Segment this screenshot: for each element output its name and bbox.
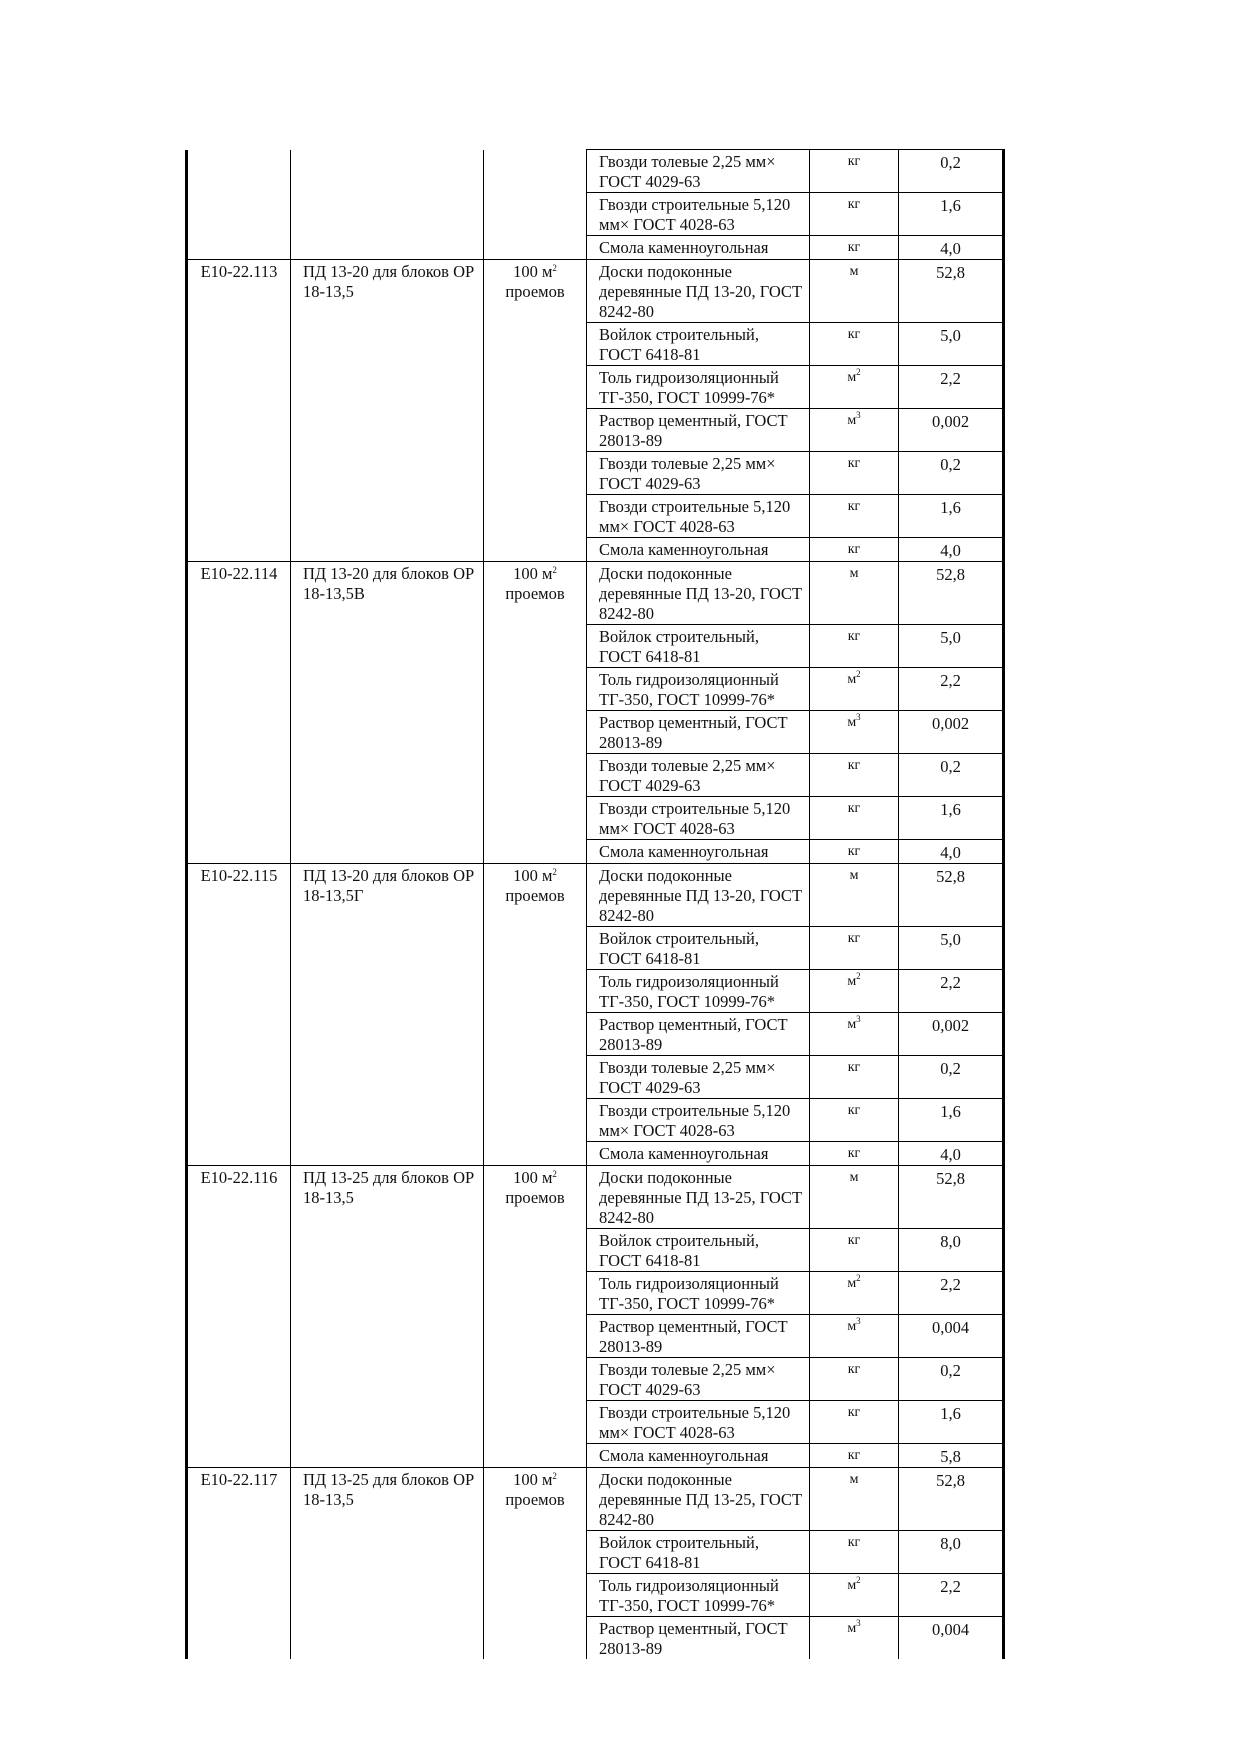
superscript: 3: [856, 1014, 861, 1024]
unit-text: м: [847, 1276, 857, 1291]
quantity-cell: 4,0: [899, 236, 1004, 260]
superscript: 3: [856, 1316, 861, 1326]
description-cell: [291, 150, 484, 260]
unit-cell: [810, 1401, 899, 1444]
meter-cell: [484, 1166, 587, 1468]
unit-text: м: [847, 974, 857, 989]
superscript: 2: [856, 1575, 861, 1585]
unit-text: кг: [847, 1233, 861, 1248]
meter-cell: [484, 562, 587, 864]
unit-text: кг: [847, 844, 861, 859]
quantity-cell: 1,6: [899, 193, 1004, 236]
meter-suffix: проемов: [505, 282, 565, 301]
quantity-cell: 0,002: [899, 1013, 1004, 1056]
material-name-cell: Толь гидроизоляционный ТГ-350, ГОСТ 10999-76*: [587, 970, 810, 1013]
unit-text: кг: [847, 801, 861, 816]
material-name-cell: Войлок строительный, ГОСТ 6418-81: [587, 625, 810, 668]
unit-cell: [810, 538, 899, 562]
code-cell: Е10-22.114: [187, 562, 291, 864]
material-name-cell: Гвозди толевые 2,25 мм× ГОСТ 4029-63: [587, 150, 810, 193]
quantity-cell: 0,2: [899, 1056, 1004, 1099]
material-name-cell: Гвозди строительные 5,120 мм× ГОСТ 4028-63: [587, 495, 810, 538]
unit-cell: [810, 1272, 899, 1315]
material-name-cell: Толь гидроизоляционный ТГ-350, ГОСТ 10999-76*: [587, 1574, 810, 1617]
material-name-cell: Гвозди толевые 2,25 мм× ГОСТ 4029-63: [587, 1358, 810, 1401]
unit-text: м: [847, 370, 857, 385]
material-name-cell: Гвозди строительные 5,120 мм× ГОСТ 4028-63: [587, 1401, 810, 1444]
table-row: [187, 150, 1004, 193]
superscript: 2: [856, 1273, 861, 1283]
material-name-cell: Раствор цементный, ГОСТ 28013-89: [587, 1013, 810, 1056]
unit-cell: [810, 1531, 899, 1574]
unit-text: кг: [847, 1060, 861, 1075]
unit-text: кг: [847, 456, 861, 471]
quantity-cell: 5,0: [899, 323, 1004, 366]
meter-cell: [484, 1468, 587, 1660]
material-name-cell: Раствор цементный, ГОСТ 28013-89: [587, 409, 810, 452]
unit-cell: [810, 260, 899, 323]
material-name-cell: Смола каменноугольная: [587, 538, 810, 562]
quantity-cell: 0,004: [899, 1315, 1004, 1358]
quantity-cell: 1,6: [899, 495, 1004, 538]
meter-base: 100 м: [513, 866, 553, 885]
quantity-cell: 52,8: [899, 562, 1004, 625]
meter-cell: [484, 260, 587, 562]
superscript: 2: [552, 867, 557, 877]
unit-cell: [810, 927, 899, 970]
unit-cell: [810, 1574, 899, 1617]
quantity-cell: 5,0: [899, 927, 1004, 970]
quantity-cell: 0,2: [899, 754, 1004, 797]
material-name-cell: Гвозди строительные 5,120 мм× ГОСТ 4028-63: [587, 193, 810, 236]
unit-text: кг: [847, 499, 861, 514]
quantity-cell: 4,0: [899, 538, 1004, 562]
quantity-cell: 8,0: [899, 1531, 1004, 1574]
norms-table: [185, 149, 1005, 1659]
norms-table-body: [187, 150, 1004, 1660]
material-name-cell: Толь гидроизоляционный ТГ-350, ГОСТ 10999-76*: [587, 1272, 810, 1315]
unit-text: кг: [847, 1146, 861, 1161]
unit-cell: [810, 193, 899, 236]
superscript: 2: [552, 1169, 557, 1179]
unit-text: м: [849, 566, 859, 581]
material-name-cell: Раствор цементный, ГОСТ 28013-89: [587, 1315, 810, 1358]
meter-base: 100 м: [513, 1470, 553, 1489]
superscript: 3: [856, 410, 861, 420]
unit-cell: [810, 452, 899, 495]
description-cell: ПД 13-20 для блоков ОР 18-13,5: [291, 260, 484, 562]
unit-cell: [810, 864, 899, 927]
meter-suffix: проемов: [505, 1490, 565, 1509]
unit-cell: [810, 840, 899, 864]
unit-text: кг: [847, 542, 861, 557]
quantity-cell: 1,6: [899, 797, 1004, 840]
material-name-cell: Доски подоконные деревянные ПД 13-20, ГОСТ 8242-80: [587, 864, 810, 927]
unit-text: м: [847, 413, 857, 428]
superscript: 2: [552, 1471, 557, 1481]
unit-text: м: [847, 1017, 857, 1032]
quantity-cell: 5,8: [899, 1444, 1004, 1468]
superscript: 3: [856, 712, 861, 722]
unit-cell: [810, 409, 899, 452]
unit-text: кг: [847, 240, 861, 255]
unit-text: м: [847, 1621, 857, 1636]
code-cell: Е10-22.117: [187, 1468, 291, 1660]
unit-cell: [810, 1315, 899, 1358]
unit-cell: [810, 668, 899, 711]
code-cell: Е10-22.115: [187, 864, 291, 1166]
unit-cell: [810, 366, 899, 409]
unit-cell: [810, 1468, 899, 1531]
quantity-cell: 52,8: [899, 260, 1004, 323]
meter-base: 100 м: [513, 564, 553, 583]
quantity-cell: 2,2: [899, 1272, 1004, 1315]
material-name-cell: Толь гидроизоляционный ТГ-350, ГОСТ 10999-76*: [587, 366, 810, 409]
unit-cell: [810, 711, 899, 754]
quantity-cell: 8,0: [899, 1229, 1004, 1272]
table-row: [187, 1166, 1004, 1229]
material-name-cell: Войлок строительный, ГОСТ 6418-81: [587, 927, 810, 970]
meter-cell: [484, 150, 587, 260]
material-name-cell: Войлок строительный, ГОСТ 6418-81: [587, 323, 810, 366]
unit-text: м: [847, 1578, 857, 1593]
meter-suffix: проемов: [505, 584, 565, 603]
quantity-cell: 4,0: [899, 840, 1004, 864]
quantity-cell: 1,6: [899, 1099, 1004, 1142]
superscript: 2: [856, 971, 861, 981]
meter-suffix: проемов: [505, 886, 565, 905]
superscript: 3: [856, 1618, 861, 1628]
quantity-cell: 4,0: [899, 1142, 1004, 1166]
material-name-cell: Гвозди строительные 5,120 мм× ГОСТ 4028-63: [587, 1099, 810, 1142]
unit-cell: [810, 1444, 899, 1468]
unit-cell: [810, 1142, 899, 1166]
unit-cell: [810, 1166, 899, 1229]
unit-text: кг: [847, 758, 861, 773]
unit-text: м: [847, 1319, 857, 1334]
superscript: 2: [856, 367, 861, 377]
material-name-cell: Смола каменноугольная: [587, 840, 810, 864]
unit-text: м: [849, 1170, 859, 1185]
material-name-cell: Гвозди толевые 2,25 мм× ГОСТ 4029-63: [587, 1056, 810, 1099]
quantity-cell: 0,002: [899, 711, 1004, 754]
quantity-cell: 0,002: [899, 409, 1004, 452]
unit-text: кг: [847, 154, 861, 169]
unit-text: кг: [847, 629, 861, 644]
material-name-cell: Смола каменноугольная: [587, 1444, 810, 1468]
material-name-cell: Раствор цементный, ГОСТ 28013-89: [587, 711, 810, 754]
material-name-cell: Гвозди толевые 2,25 мм× ГОСТ 4029-63: [587, 452, 810, 495]
unit-cell: [810, 562, 899, 625]
unit-text: кг: [847, 1535, 861, 1550]
material-name-cell: Смола каменноугольная: [587, 1142, 810, 1166]
unit-cell: [810, 797, 899, 840]
meter-cell: [484, 864, 587, 1166]
table-row: [187, 260, 1004, 323]
unit-text: кг: [847, 1448, 861, 1463]
quantity-cell: 0,2: [899, 150, 1004, 193]
superscript: 2: [856, 669, 861, 679]
unit-cell: [810, 1358, 899, 1401]
code-cell: [187, 150, 291, 260]
material-name-cell: Смола каменноугольная: [587, 236, 810, 260]
unit-cell: [810, 236, 899, 260]
quantity-cell: 2,2: [899, 366, 1004, 409]
unit-text: м: [847, 715, 857, 730]
table-row: [187, 864, 1004, 927]
unit-cell: [810, 625, 899, 668]
unit-text: м: [847, 672, 857, 687]
meter-base: 100 м: [513, 262, 553, 281]
unit-cell: [810, 495, 899, 538]
unit-text: кг: [847, 197, 861, 212]
quantity-cell: 0,2: [899, 452, 1004, 495]
description-cell: ПД 13-25 для блоков ОР 18-13,5: [291, 1166, 484, 1468]
description-cell: ПД 13-20 для блоков ОР 18-13,5В: [291, 562, 484, 864]
meter-base: 100 м: [513, 1168, 553, 1187]
superscript: 2: [552, 263, 557, 273]
material-name-cell: Гвозди строительные 5,120 мм× ГОСТ 4028-63: [587, 797, 810, 840]
material-name-cell: Толь гидроизоляционный ТГ-350, ГОСТ 10999-76*: [587, 668, 810, 711]
quantity-cell: 52,8: [899, 1166, 1004, 1229]
unit-cell: [810, 1617, 899, 1660]
unit-cell: [810, 970, 899, 1013]
unit-text: кг: [847, 1103, 861, 1118]
unit-text: м: [849, 868, 859, 883]
unit-cell: [810, 1229, 899, 1272]
table-row: [187, 562, 1004, 625]
material-name-cell: Войлок строительный, ГОСТ 6418-81: [587, 1531, 810, 1574]
description-cell: ПД 13-20 для блоков ОР 18-13,5Г: [291, 864, 484, 1166]
material-name-cell: Войлок строительный, ГОСТ 6418-81: [587, 1229, 810, 1272]
meter-suffix: проемов: [505, 1188, 565, 1207]
quantity-cell: 52,8: [899, 864, 1004, 927]
unit-cell: [810, 754, 899, 797]
code-cell: Е10-22.116: [187, 1166, 291, 1468]
unit-text: кг: [847, 1405, 861, 1420]
document-page: [185, 149, 1005, 1659]
unit-cell: [810, 1013, 899, 1056]
material-name-cell: Доски подоконные деревянные ПД 13-20, ГОСТ 8242-80: [587, 260, 810, 323]
unit-text: м: [849, 264, 859, 279]
code-cell: Е10-22.113: [187, 260, 291, 562]
unit-text: кг: [847, 1362, 861, 1377]
unit-cell: [810, 150, 899, 193]
unit-cell: [810, 323, 899, 366]
quantity-cell: 2,2: [899, 1574, 1004, 1617]
material-name-cell: Раствор цементный, ГОСТ 28013-89: [587, 1617, 810, 1660]
table-row: [187, 1468, 1004, 1531]
material-name-cell: Гвозди толевые 2,25 мм× ГОСТ 4029-63: [587, 754, 810, 797]
unit-text: м: [849, 1472, 859, 1487]
quantity-cell: 2,2: [899, 668, 1004, 711]
quantity-cell: 2,2: [899, 970, 1004, 1013]
unit-text: кг: [847, 931, 861, 946]
quantity-cell: 52,8: [899, 1468, 1004, 1531]
material-name-cell: Доски подоконные деревянные ПД 13-25, ГОСТ 8242-80: [587, 1166, 810, 1229]
quantity-cell: 0,2: [899, 1358, 1004, 1401]
material-name-cell: Доски подоконные деревянные ПД 13-20, ГОСТ 8242-80: [587, 562, 810, 625]
description-cell: ПД 13-25 для блоков ОР 18-13,5: [291, 1468, 484, 1660]
quantity-cell: 1,6: [899, 1401, 1004, 1444]
quantity-cell: 5,0: [899, 625, 1004, 668]
unit-cell: [810, 1099, 899, 1142]
superscript: 2: [552, 565, 557, 575]
material-name-cell: Доски подоконные деревянные ПД 13-25, ГОСТ 8242-80: [587, 1468, 810, 1531]
unit-text: кг: [847, 327, 861, 342]
unit-cell: [810, 1056, 899, 1099]
quantity-cell: 0,004: [899, 1617, 1004, 1660]
